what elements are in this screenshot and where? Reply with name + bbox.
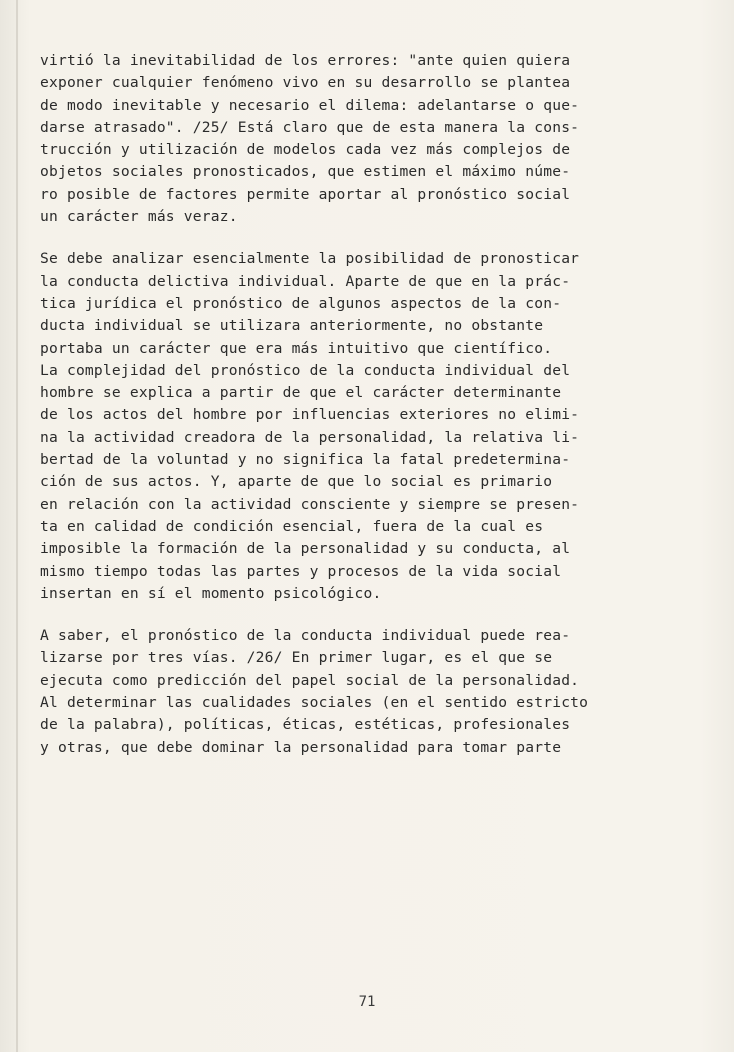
text-line: imposible la formación de la personalidad y su conducta, al bbox=[40, 540, 571, 558]
text-line: y otras, que debe dominar la personalidad para tomar parte bbox=[40, 738, 562, 756]
text-line: virtió la inevitabilidad de los errores: "ante quien quiera bbox=[40, 52, 571, 69]
page-binding-edge bbox=[16, 0, 18, 1052]
text-line: de modo inevitable y necesario el dilema: adelantarse o que- bbox=[40, 96, 580, 114]
text-line: de los actos del hombre por influencias exteriores no elimi- bbox=[40, 406, 580, 424]
text-line: ro posible de factores permite aportar al pronóstico social bbox=[40, 185, 571, 203]
paragraph-3 bbox=[40, 625, 700, 759]
text-line: exponer cualquier fenómeno vivo en su desarrollo se plantea bbox=[40, 74, 571, 92]
text-line: un carácter más veraz. bbox=[40, 208, 238, 226]
text-line: lizarse por tres vías. /26/ En primer lugar, es el que se bbox=[40, 649, 553, 667]
text-line: A saber, el pronóstico de la conducta individual puede rea- bbox=[40, 627, 571, 645]
text-line: la conducta delictiva individual. Aparte de que en la prác- bbox=[40, 272, 571, 290]
text-line: darse atrasado". /25/ Está claro que de esta manera la cons- bbox=[40, 118, 580, 136]
paragraph-1 bbox=[40, 50, 700, 228]
body-text bbox=[40, 50, 700, 779]
text-line: en relación con la actividad consciente y siempre se presen- bbox=[40, 495, 580, 513]
paragraph-2 bbox=[40, 248, 700, 605]
text-line: trucción y utilización de modelos cada vez más complejos de bbox=[40, 141, 571, 159]
text-line: bertad de la voluntad y no significa la fatal predetermina- bbox=[40, 451, 571, 469]
text-line: ducta individual se utilizara anteriormente, no obstante bbox=[40, 317, 544, 335]
text-line: ejecuta como predicción del papel social de la personalidad. bbox=[40, 671, 580, 689]
text-line: de la palabra), políticas, éticas, estéticas, profesionales bbox=[40, 716, 571, 734]
text-line: na la actividad creadora de la personalidad, la relativa li- bbox=[40, 428, 580, 446]
text-line: La complejidad del pronóstico de la conducta individual del bbox=[40, 361, 571, 379]
page-number: 71 bbox=[358, 994, 376, 1010]
text-line: insertan en sí el momento psicológico. bbox=[40, 584, 382, 602]
text-line: ta en calidad de condición esencial, fuera de la cual es bbox=[40, 517, 544, 535]
text-line: ción de sus actos. Y, aparte de que lo social es primario bbox=[40, 473, 553, 491]
text-line: objetos sociales pronosticados, que estimen el máximo núme- bbox=[40, 163, 571, 181]
text-line: portaba un carácter que era más intuitivo que científico. bbox=[40, 339, 553, 357]
text-line: hombre se explica a partir de que el carácter determinante bbox=[40, 384, 562, 402]
text-line: tica jurídica el pronóstico de algunos aspectos de la con- bbox=[40, 294, 562, 312]
text-line: mismo tiempo todas las partes y procesos de la vida social bbox=[40, 562, 562, 580]
text-line: Al determinar las cualidades sociales (en el sentido estricto bbox=[40, 694, 589, 712]
text-line: Se debe analizar esencialmente la posibilidad de pronosticar bbox=[40, 250, 580, 268]
